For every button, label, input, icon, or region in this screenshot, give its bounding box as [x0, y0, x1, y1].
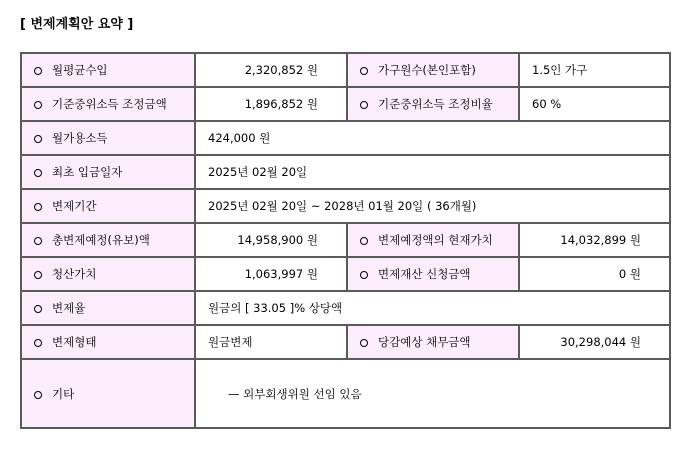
circle-icon: [360, 101, 368, 109]
property-label: 면제재산 신청금액: [378, 267, 471, 281]
circle-icon: [34, 391, 42, 399]
first-payment-label-cell: [21, 155, 195, 189]
debt-label-cell: [347, 325, 519, 359]
circle-icon: [34, 67, 42, 75]
total-value: 14,958,900 원: [195, 223, 347, 257]
income-label-cell: [21, 53, 195, 87]
median-label-cell: [21, 87, 195, 121]
debt-label: 당감예상 채무금액: [378, 335, 471, 349]
circle-icon: [34, 237, 42, 245]
table-row: [21, 325, 670, 359]
first-payment-label: 최초 입금일자: [52, 165, 123, 179]
property-label-cell: [347, 257, 519, 291]
household-label: 가구원수(본인포함): [378, 63, 476, 77]
rate-label-cell: [21, 291, 195, 325]
ratio-value: 60 %: [519, 87, 670, 121]
liquidation-value: 1,063,997 원: [195, 257, 347, 291]
table-row: [21, 87, 670, 121]
property-value: 0 원: [519, 257, 670, 291]
circle-icon: [360, 271, 368, 279]
income-label: 월평균수입: [52, 63, 108, 77]
table-row: [21, 223, 670, 257]
page-title: [ 변제계획안 요약 ]: [20, 17, 134, 32]
circle-icon: [34, 271, 42, 279]
table-row: [21, 53, 670, 87]
etc-label-cell: [21, 359, 195, 428]
repayment-summary-table: [20, 52, 671, 429]
circle-icon: [34, 135, 42, 143]
ratio-label: 기준중위소득 조정비율: [378, 97, 493, 111]
circle-icon: [34, 305, 42, 313]
period-value: 2025년 02월 20일 ~ 2028년 01월 20일 ( 36개월): [195, 189, 670, 223]
period-label-cell: [21, 189, 195, 223]
total-label-cell: [21, 223, 195, 257]
liquidation-label-cell: [21, 257, 195, 291]
type-value: 원금변제: [195, 325, 347, 359]
median-value: 1,896,852 원: [195, 87, 347, 121]
rate-label: 변제율: [52, 301, 86, 315]
first-payment-value: 2025년 02월 20일: [195, 155, 670, 189]
table-row: [21, 257, 670, 291]
income-value: 2,320,852 원: [195, 53, 347, 87]
present-value: 14,032,899 원: [519, 223, 670, 257]
circle-icon: [34, 169, 42, 177]
total-label: 총변제예정(유보)액: [52, 233, 150, 247]
disposable-label: 월가용소득: [52, 131, 108, 145]
circle-icon: [360, 237, 368, 245]
etc-label: 기타: [52, 386, 75, 401]
present-label-cell: [347, 223, 519, 257]
household-label-cell: [347, 53, 519, 87]
etc-value-cell: [195, 359, 670, 428]
period-label: 변제기간: [52, 199, 97, 213]
circle-icon: [34, 339, 42, 347]
circle-icon: [360, 339, 368, 347]
median-label: 기준중위소득 조정금액: [52, 97, 167, 111]
disposable-label-cell: [21, 121, 195, 155]
etc-value: — 외부회생위원 선임 있음: [228, 386, 362, 401]
circle-icon: [34, 101, 42, 109]
disposable-value: 424,000 원: [195, 121, 670, 155]
table-row: [21, 359, 670, 428]
circle-icon: [360, 67, 368, 75]
household-value: 1.5인 가구: [519, 53, 670, 87]
debt-value: 30,298,044 원: [519, 325, 670, 359]
present-label: 변제예정액의 현재가치: [378, 233, 493, 247]
type-label: 변제형태: [52, 335, 97, 349]
rate-value: 원금의 [ 33.05 ]% 상당액: [195, 291, 670, 325]
table-row: [21, 121, 670, 155]
table-row: [21, 155, 670, 189]
type-label-cell: [21, 325, 195, 359]
table-row: [21, 189, 670, 223]
circle-icon: [34, 203, 42, 211]
liquidation-label: 청산가치: [52, 267, 97, 281]
ratio-label-cell: [347, 87, 519, 121]
table-row: [21, 291, 670, 325]
